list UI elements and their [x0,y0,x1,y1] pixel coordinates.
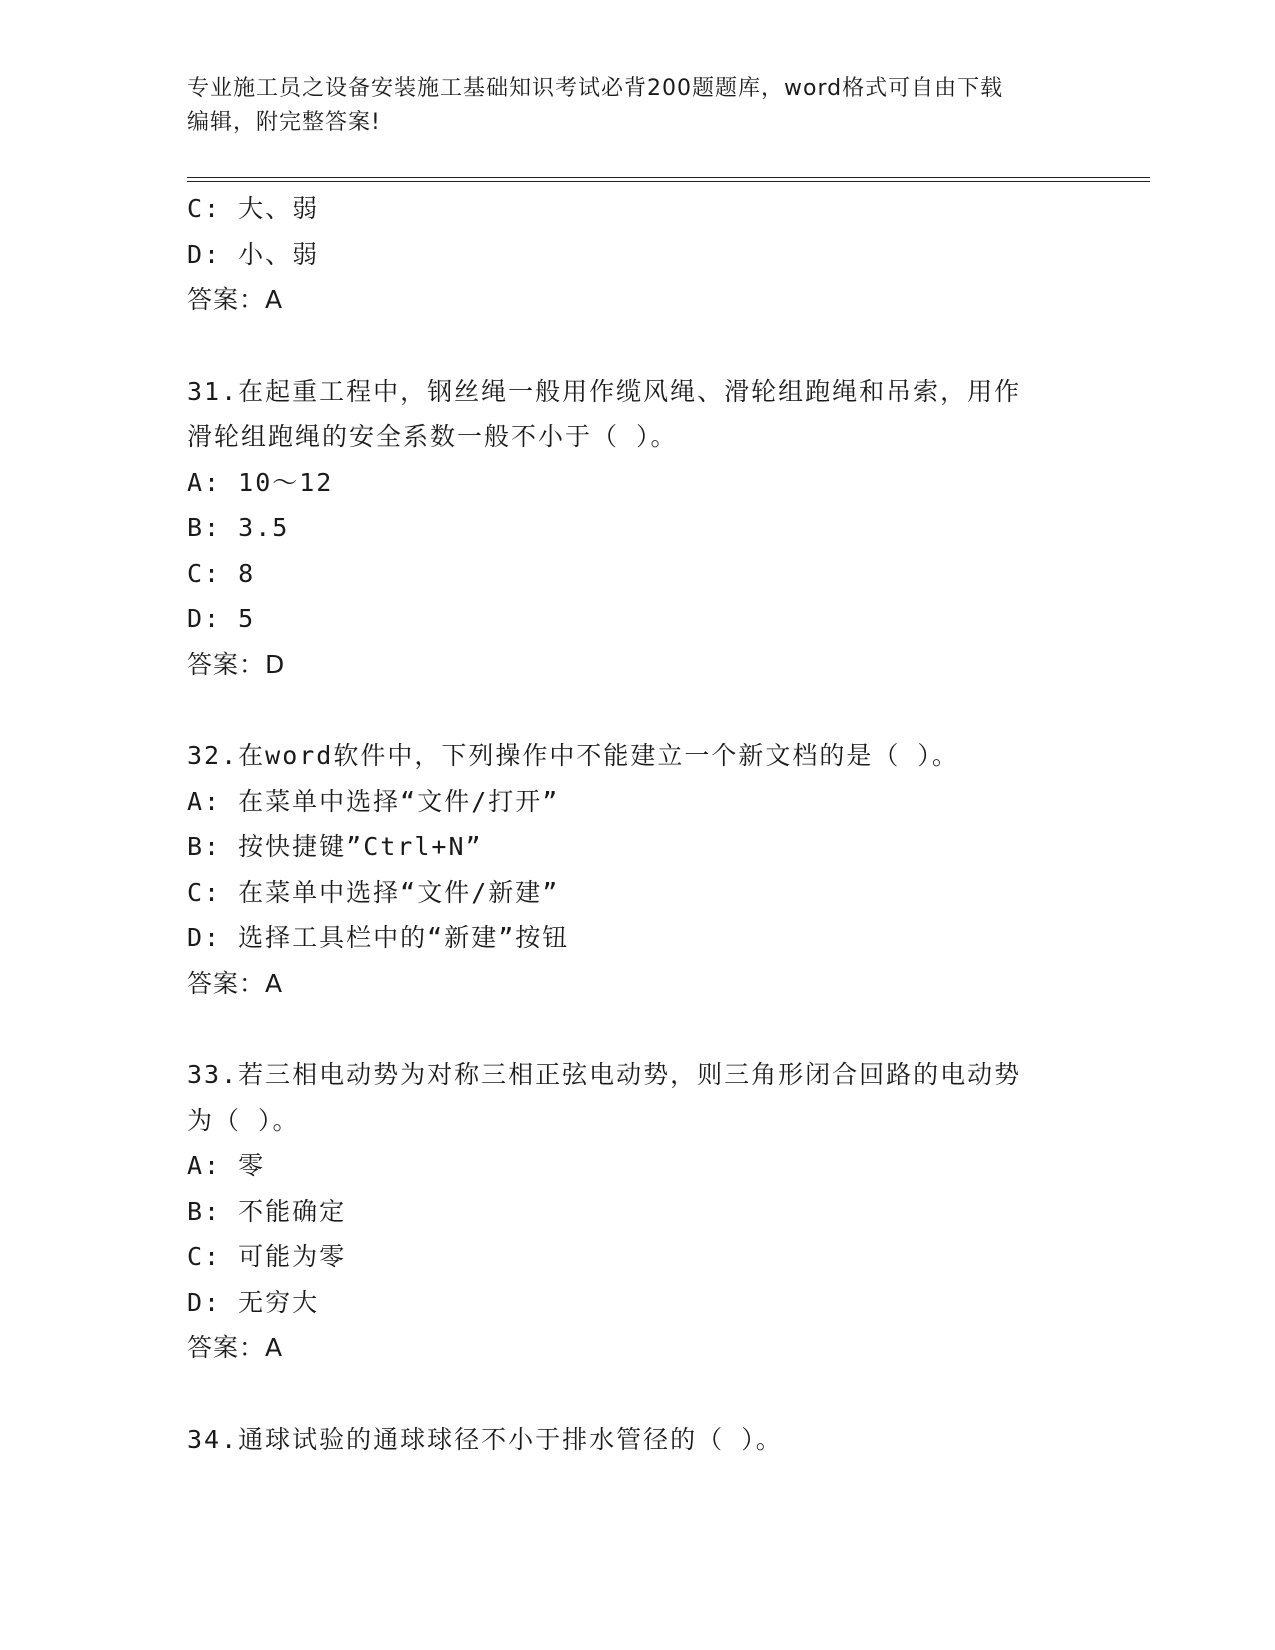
question-block-31 [187,369,1087,688]
option-c: C: 在菜单中选择“文件/新建” [187,877,560,907]
header-title-line-2: 编辑，附完整答案! [187,110,381,135]
answer-line: 答案：D [187,649,286,679]
option-a: A: 在菜单中选择“文件/打开” [187,786,560,816]
question-block-32 [187,733,1087,1006]
question-text: 33.若三相电动势为对称三相正弦电动势，则三角形闭合回路的电动势 [187,1060,1022,1089]
header-divider-top [187,177,1150,178]
option-d: D: 小、弱 [187,239,320,269]
header-title-line-1: 专业施工员之设备安装施工基础知识考试必背200题题库，word格式可自由下载 [187,76,1004,101]
question-text: 31.在起重工程中，钢丝绳一般用作缆风绳、滑轮组跑绳和吊索，用作 [187,376,1022,406]
question-block-34 [187,1417,1087,1463]
header-divider-bottom [187,181,1150,182]
spacer [187,687,1087,733]
question-text: 34.通球试验的通球球径不小于排水管径的（ ）。 [187,1424,783,1454]
spacer [187,1371,1087,1417]
answer-line: 答案：A [187,968,284,998]
option-a: A: 零 [187,1151,266,1180]
answer-line: 答案：A [187,285,284,314]
answer-line: 答案：A [187,1333,284,1362]
question-text: 滑轮组跑绳的安全系数一般不小于（ ）。 [187,422,678,451]
option-c: C: 可能为零 [187,1242,347,1271]
question-text: 32.在word软件中，下列操作中不能建立一个新文档的是（ ）。 [187,741,959,770]
option-a: A: 10～12 [187,467,334,497]
question-block-33 [187,1052,1087,1371]
option-b: B: 3.5 [187,513,290,542]
spacer [187,1006,1087,1052]
spacer [187,323,1087,369]
option-b: B: 按快捷键”Ctrl+N” [187,832,483,861]
option-b: B: 不能确定 [187,1196,347,1226]
option-d: D: 无穷大 [187,1287,320,1317]
option-c: C: 8 [187,558,256,588]
option-d: D: 5 [187,604,256,633]
option-d: D: 选择工具栏中的“新建”按钮 [187,923,570,952]
question-text: 为（ ）。 [187,1105,300,1135]
document-header [187,72,1067,140]
question-block-30-tail [187,186,1087,323]
question-list [187,186,1087,1462]
option-c: C: 大、弱 [187,194,320,223]
